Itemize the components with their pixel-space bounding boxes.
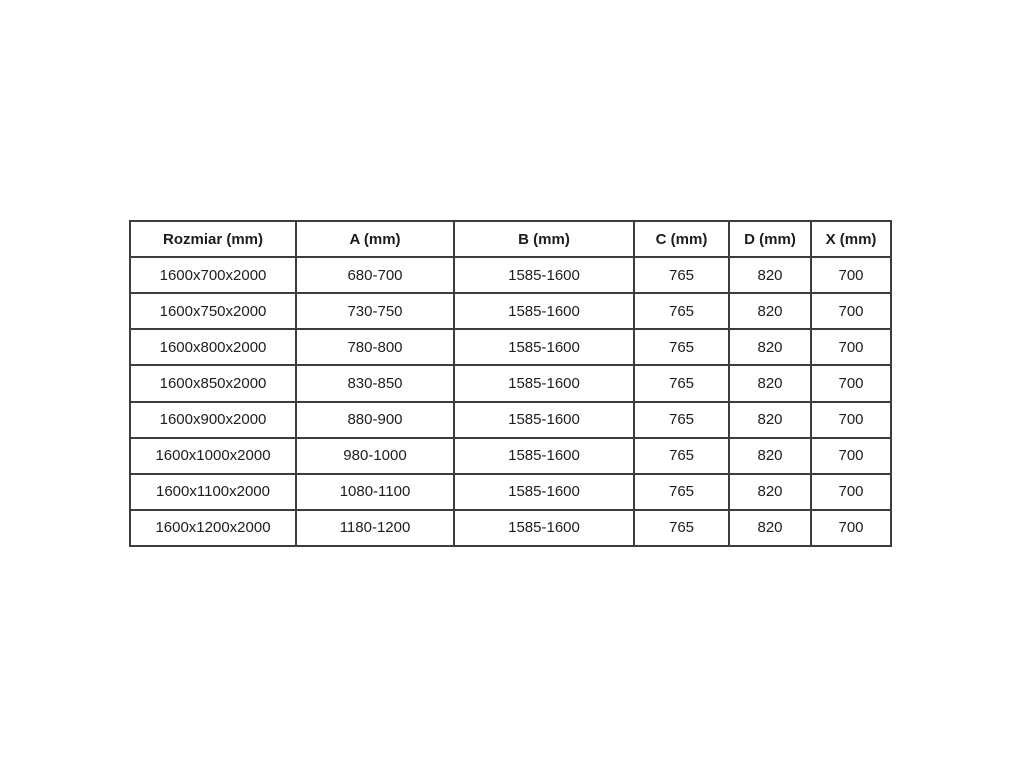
cell-a: 880-900 xyxy=(296,402,454,438)
cell-a: 680-700 xyxy=(296,257,454,293)
cell-b: 1585-1600 xyxy=(454,293,634,329)
cell-a: 980-1000 xyxy=(296,438,454,474)
table-header-row xyxy=(130,221,891,257)
cell-b: 1585-1600 xyxy=(454,365,634,401)
size-specification-table xyxy=(129,220,892,547)
cell-d: 820 xyxy=(729,257,811,293)
cell-c: 765 xyxy=(634,329,729,365)
header-a: A (mm) xyxy=(296,221,454,257)
cell-rozmiar: 1600x800x2000 xyxy=(130,329,296,365)
cell-a: 1180-1200 xyxy=(296,510,454,546)
cell-d: 820 xyxy=(729,438,811,474)
cell-rozmiar: 1600x900x2000 xyxy=(130,402,296,438)
table-row xyxy=(130,438,891,474)
table-row xyxy=(130,365,891,401)
table-row xyxy=(130,293,891,329)
cell-a: 730-750 xyxy=(296,293,454,329)
header-c: C (mm) xyxy=(634,221,729,257)
header-d: D (mm) xyxy=(729,221,811,257)
cell-b: 1585-1600 xyxy=(454,474,634,510)
cell-c: 765 xyxy=(634,438,729,474)
cell-b: 1585-1600 xyxy=(454,329,634,365)
cell-rozmiar: 1600x1100x2000 xyxy=(130,474,296,510)
table-row xyxy=(130,402,891,438)
cell-x: 700 xyxy=(811,438,891,474)
cell-c: 765 xyxy=(634,365,729,401)
cell-b: 1585-1600 xyxy=(454,257,634,293)
cell-a: 1080-1100 xyxy=(296,474,454,510)
header-rozmiar: Rozmiar (mm) xyxy=(130,221,296,257)
cell-rozmiar: 1600x850x2000 xyxy=(130,365,296,401)
cell-x: 700 xyxy=(811,474,891,510)
cell-c: 765 xyxy=(634,293,729,329)
cell-d: 820 xyxy=(729,329,811,365)
cell-d: 820 xyxy=(729,293,811,329)
cell-x: 700 xyxy=(811,329,891,365)
table-row xyxy=(130,510,891,546)
cell-c: 765 xyxy=(634,402,729,438)
cell-b: 1585-1600 xyxy=(454,438,634,474)
cell-a: 780-800 xyxy=(296,329,454,365)
table-row xyxy=(130,329,891,365)
cell-b: 1585-1600 xyxy=(454,510,634,546)
table-row xyxy=(130,257,891,293)
cell-b: 1585-1600 xyxy=(454,402,634,438)
cell-x: 700 xyxy=(811,257,891,293)
cell-rozmiar: 1600x700x2000 xyxy=(130,257,296,293)
cell-c: 765 xyxy=(634,510,729,546)
cell-c: 765 xyxy=(634,257,729,293)
cell-rozmiar: 1600x1200x2000 xyxy=(130,510,296,546)
cell-c: 765 xyxy=(634,474,729,510)
header-b: B (mm) xyxy=(454,221,634,257)
header-x: X (mm) xyxy=(811,221,891,257)
cell-x: 700 xyxy=(811,510,891,546)
cell-d: 820 xyxy=(729,510,811,546)
table-row xyxy=(130,474,891,510)
cell-x: 700 xyxy=(811,365,891,401)
cell-rozmiar: 1600x1000x2000 xyxy=(130,438,296,474)
cell-a: 830-850 xyxy=(296,365,454,401)
cell-x: 700 xyxy=(811,402,891,438)
cell-d: 820 xyxy=(729,402,811,438)
cell-rozmiar: 1600x750x2000 xyxy=(130,293,296,329)
cell-d: 820 xyxy=(729,365,811,401)
cell-d: 820 xyxy=(729,474,811,510)
cell-x: 700 xyxy=(811,293,891,329)
